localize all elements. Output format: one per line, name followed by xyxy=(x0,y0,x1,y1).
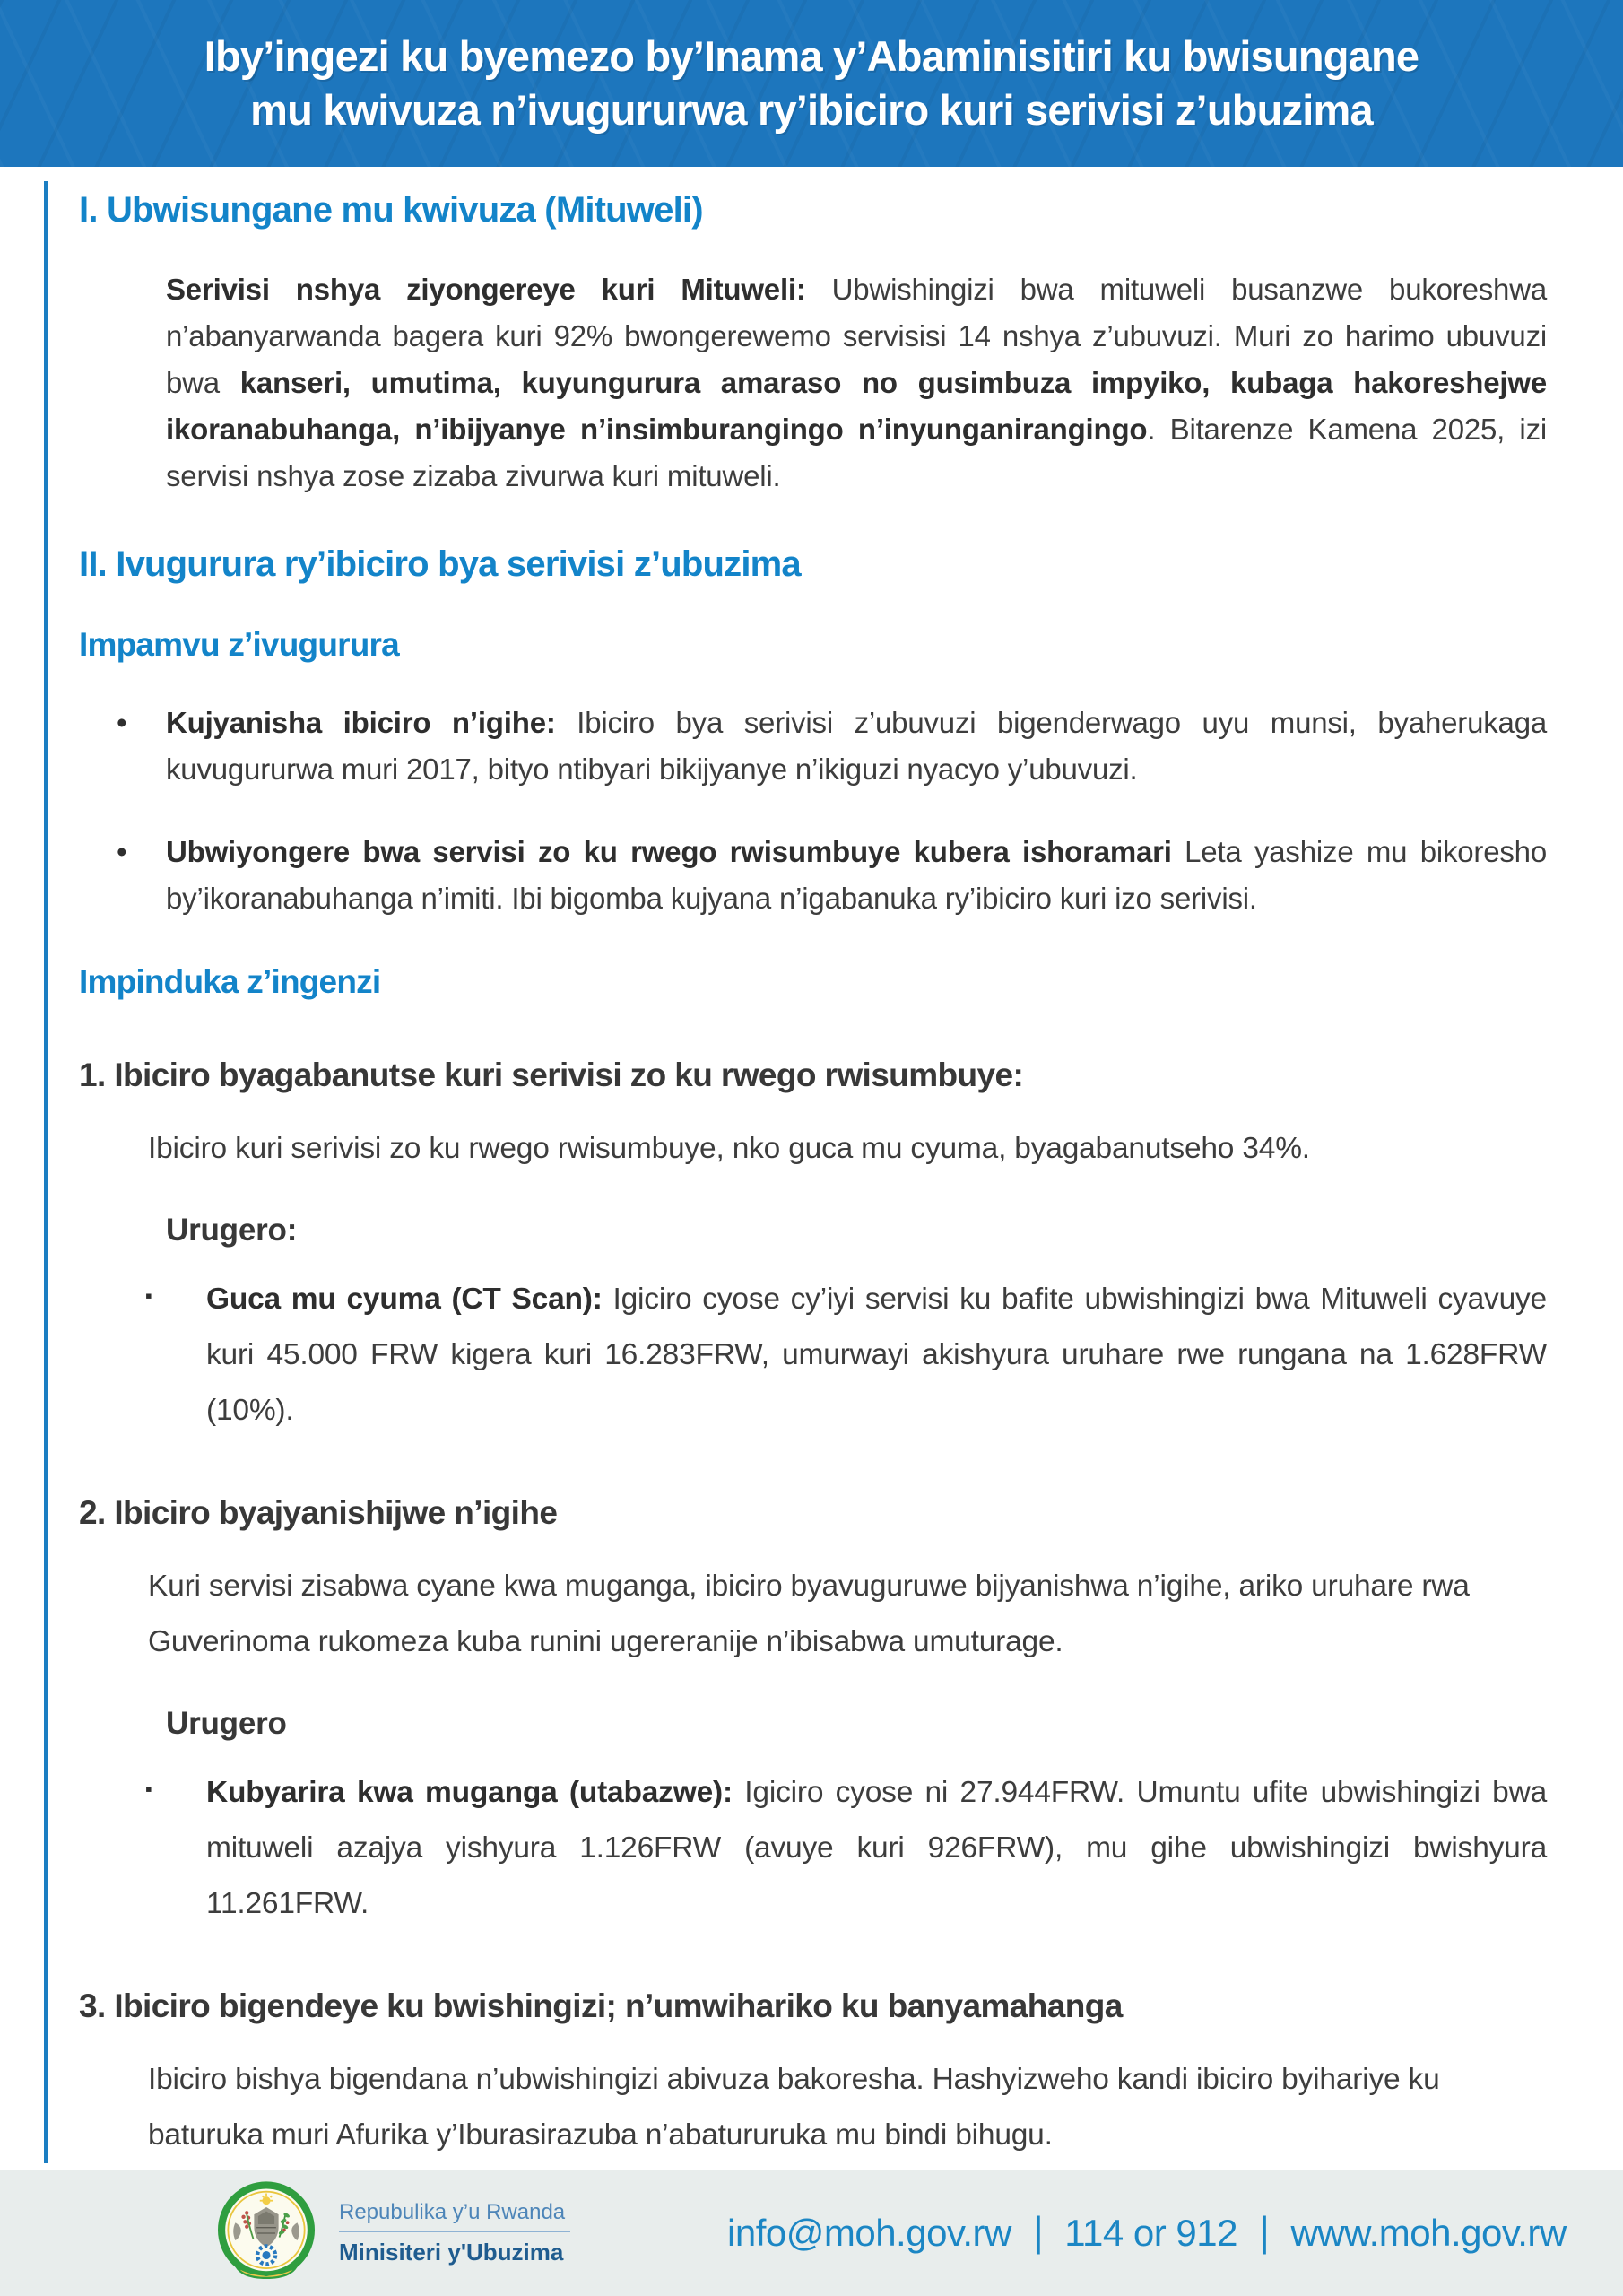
content xyxy=(0,167,1623,2170)
footer xyxy=(0,2170,1623,2296)
document-title-line-1: Iby’ingezi ku byemezo by’Inama y’Abaminisitiri ku bwisungane xyxy=(204,32,1419,80)
square-bullet-icon: ▪ xyxy=(145,1284,152,1307)
item-3-paragraph: Ibiciro bishya bigendana n’ubwishingizi abivuza bakoresha. Hashyizweho kandi ibiciro byihariye ku baturuka muri Afurika y’Iburasirazuba n’abatururuka mu bindi bihugu. xyxy=(148,2063,1440,2152)
subheading-impinduka: Impinduka z’ingenzi xyxy=(79,963,381,1000)
square-bullet-icon: ▪ xyxy=(145,1778,152,1800)
item-1-example-bold: Guca mu cyuma (CT Scan): xyxy=(206,1283,613,1316)
subheading-impamvu: Impamvu z’ivugurura xyxy=(79,626,399,663)
bullet-dot-icon: • xyxy=(117,835,127,868)
document-title-line-2: mu kwivuza n’ivugururwa ry’ibiciro kuri serivisi z’ubuzima xyxy=(250,86,1373,134)
item-2-heading: 2. Ibiciro byajyanishijwe n’igihe xyxy=(79,1494,558,1531)
item-1-paragraph: Ibiciro kuri serivisi zo ku rwego rwisumbuye, nko guca mu cyuma, byagabanutseho 34%. xyxy=(148,1132,1310,1165)
separator-bar: | xyxy=(1032,2207,1044,2255)
item-2-example-bold: Kubyarira kwa muganga (utabazwe): xyxy=(206,1776,745,1809)
bullet-ubwiyongere xyxy=(117,829,1547,922)
section-2-heading: II. Ivugurura ry’ibiciro bya serivisi z’ubuzima xyxy=(79,544,801,584)
footer-phone: 114 or 912 xyxy=(1064,2211,1237,2254)
section-1-text-1: Ubwishingizi bwa mituweli busanzwe bukoreshwa n’abanyarwanda bagera kuri 92% bwongerewemo servisisi 14 nshya z’ubuvuzi. Muri zo harimo ubuvuzi bwa xyxy=(166,273,1547,399)
bullet-ubwiyongere-bold: Ubwiyongere bwa servisi zo ku rwego rwisumbuye kubera ishoramari xyxy=(166,835,1185,868)
government-name: Repubulika y’u Rwanda xyxy=(339,2199,566,2224)
item-1-example xyxy=(145,1272,1547,1439)
item-2-example-text: Igiciro cyose ni 27.944FRW. Umuntu ufite ubwishingizi bwa mituweli azajya yishyura 1.126FRW (avuye kuri 926FRW), mu gihe ubwishingizi bwishyura 11.261FRW. xyxy=(206,1776,1548,1920)
separator-bar: | xyxy=(1258,2207,1270,2255)
item-1-example-text: Igiciro cyose cy’iyi servisi ku bafite ubwishingizi bwa Mituweli cyavuye kuri 45.000 FRW kigera kuri 16.283FRW, umurwayi akishyura uruhare rwe rungana na 1.628FRW (10%). xyxy=(206,1283,1547,1427)
item-3-heading: 3. Ibiciro bigendeye ku bwishingizi; n’umwihariko ku banyamahanga xyxy=(79,1987,1123,2024)
item-2-paragraph: Kuri servisi zisabwa cyane kwa muganga, ibiciro byavuguruwe bijyanishwa n’igihe, ariko uruhare rwa Guverinoma rukomeza kuba runini ugereranije n’ibisabwa umuturage. xyxy=(148,1570,1470,1658)
bullet-dot-icon: • xyxy=(117,706,127,739)
bullet-kujyanisha-bold: Kujyanisha ibiciro n’igihe: xyxy=(166,706,577,739)
header-banner xyxy=(0,0,1623,167)
item-2-example xyxy=(145,1765,1548,1932)
bullet-kujyanisha-text: Ibiciro bya serivisi z’ubuvuzi bigenderwago uyu munsi, byaherukaga kuvugururwa muri 2017, bityo ntibyari bikijyanye n’ikiguzi nyacyo y’ubuvuzi. xyxy=(166,706,1548,786)
section-1-heading: I. Ubwisungane mu kwivuza (Mituweli) xyxy=(79,190,703,230)
bullet-ubwiyongere-text: Leta yashize mu bikoresho by’ikoranabuhanga n’imiti. Ibi bigomba kujyana n’igabanuka ry’ibiciro kuri izo serivisi. xyxy=(166,835,1547,915)
ministry-divider-line xyxy=(339,2231,570,2232)
item-1-heading: 1. Ibiciro byagabanutse kuri serivisi zo ku rwego rwisumbuye: xyxy=(79,1057,1024,1093)
section-1-paragraph xyxy=(166,266,1547,500)
item-2-example-label: Urugero xyxy=(166,1706,287,1741)
section-1-lead-bold: Serivisi nshya ziyongereye kuri Mituweli: xyxy=(166,273,832,306)
footer-contact xyxy=(727,2209,1567,2257)
rwanda-coat-of-arms-logo xyxy=(213,2180,319,2286)
footer-email-link[interactable]: info@moh.gov.rw xyxy=(727,2211,1011,2254)
section-1-bold-2: kanseri, umutima, kuyungurura amaraso no gusimbuza impyiko, kubaga hakoreshejwe ikoranabuhanga, n’ibijyanye n’insimburangingo n’inyunganirangingo xyxy=(166,366,1548,446)
ministry-name: Minisiteri y'Ubuzima xyxy=(339,2238,564,2266)
section-1-text-2: . Bitarenze Kamena 2025, izi servisi nshya zose zizaba zivurwa kuri mituweli. xyxy=(166,413,1547,492)
bullet-kujyanisha xyxy=(117,700,1548,793)
footer-website-link[interactable]: www.moh.gov.rw xyxy=(1290,2211,1567,2254)
ministry-text-block xyxy=(339,2200,570,2266)
item-1-example-label: Urugero: xyxy=(166,1213,298,1248)
footer-logo-block xyxy=(213,2180,570,2286)
